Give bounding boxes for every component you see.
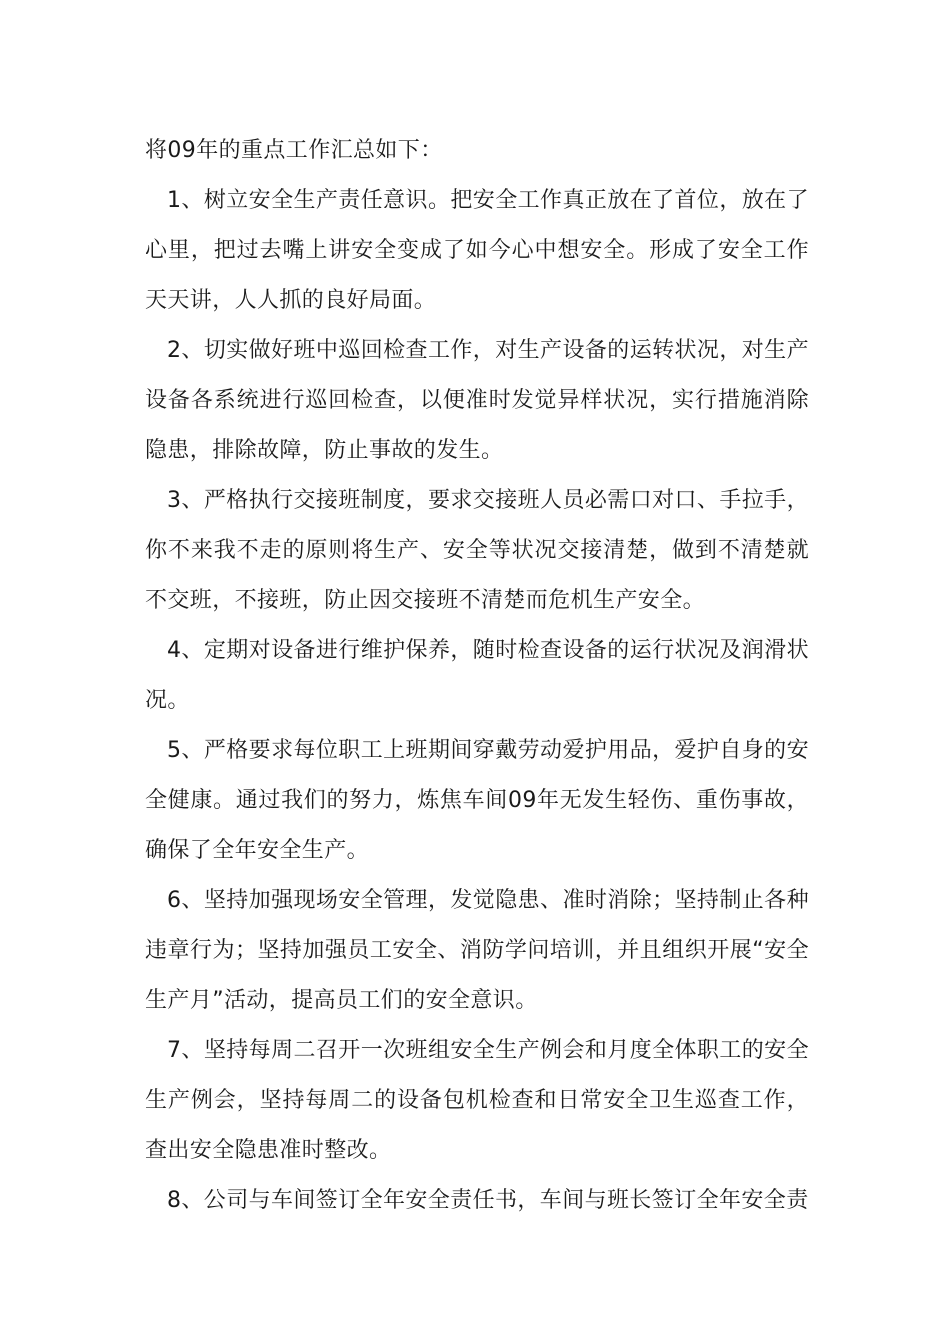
list-item: 1、树立安全生产责任意识。把安全工作真正放在了首位，放在了心里，把过去嘴上讲安全变成了如今心中想安全。形成了安全工作天天讲，人人抓的良好局面。 [145, 188, 809, 313]
document-body [145, 126, 809, 1226]
list-item: 5、严格要求每位职工上班期间穿戴劳动爱护用品，爱护自身的安全健康。通过我们的努力，炼焦车间09年无发生轻伤、重伤事故，确保了全年安全生产。 [145, 738, 809, 863]
list-item: 3、严格执行交接班制度，要求交接班人员必需口对口、手拉手，你不来我不走的原则将生产、安全等状况交接清楚，做到不清楚就不交班，不接班，防止因交接班不清楚而危机生产安全。 [145, 488, 809, 613]
list-item: 4、定期对设备进行维护保养，随时检查设备的运行状况及润滑状况。 [145, 638, 809, 713]
intro-paragraph: 将09年的重点工作汇总如下： [145, 138, 443, 163]
list-item: 2、切实做好班中巡回检查工作，对生产设备的运转状况，对生产设备各系统进行巡回检查，以便准时发觉异样状况，实行措施消除隐患，排除故障，防止事故的发生。 [145, 338, 809, 463]
list-item: 6、坚持加强现场安全管理，发觉隐患、准时消除；坚持制止各种违章行为；坚持加强员工安全、消防学问培训，并且组织开展“安全生产月”活动，提高员工们的安全意识。 [145, 888, 809, 1013]
list-item: 8、公司与车间签订全年安全责任书，车间与班长签订全年安全责 [167, 1188, 809, 1213]
list-item: 7、坚持每周二召开一次班组安全生产例会和月度全体职工的安全生产例会，坚持每周二的设备包机检查和日常安全卫生巡查工作，查出安全隐患准时整改。 [145, 1038, 809, 1163]
